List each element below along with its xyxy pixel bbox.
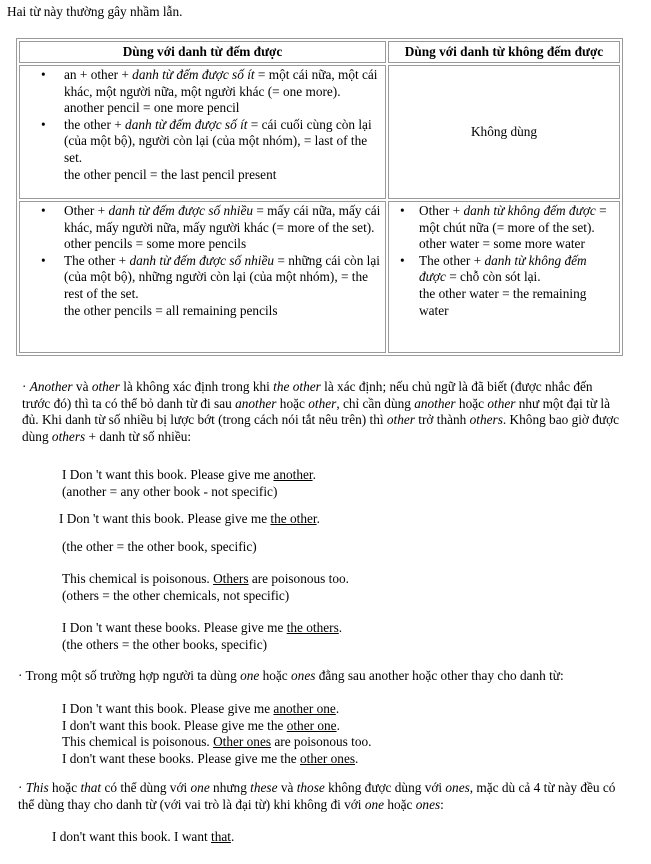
rule-text: Other + bbox=[419, 203, 464, 218]
rule-emphasis: danh từ không đếm được bbox=[419, 252, 587, 285]
rule-emphasis: danh từ đếm được số ít bbox=[132, 67, 255, 82]
list-item bbox=[20, 67, 381, 117]
example-sentence: This chemical is poisonous. Other ones are poisonous too. bbox=[62, 734, 372, 750]
rule-example: other water = some more water bbox=[419, 236, 585, 252]
rule-text: = những cái còn lại (của một bộ), những người còn lại (của một nhóm), = the rest of the set. bbox=[64, 252, 380, 301]
list-item bbox=[20, 253, 381, 319]
rule-text: the other + bbox=[64, 116, 126, 132]
rule-text: Other + bbox=[64, 203, 109, 218]
explanation-paragraph-3: · This hoặc that có thể dùng với one nhưng these và those không được dùng với ones, mặc dù cả 4 từ này đều có thể dùng thay cho danh từ (với vai trò là đại từ) khi không đi với one hoặc ones: bbox=[18, 780, 616, 812]
table-row bbox=[19, 65, 620, 199]
example-sentence: I Don 't want this book. Please give me the other. bbox=[59, 511, 320, 526]
not-used-text: Không dùng bbox=[470, 123, 538, 139]
rule-emphasis: danh từ đếm được số nhiều bbox=[129, 252, 275, 268]
rule-example: the other water = the remaining water bbox=[419, 285, 587, 318]
example-note: (the other = the other book, specific) bbox=[62, 539, 257, 554]
rule-example: the other pencil = the last pencil present bbox=[64, 166, 277, 182]
rule-text: = một chút nữa (= more of the set). bbox=[419, 203, 607, 235]
list-item bbox=[389, 253, 615, 319]
rule-example: the other pencils = all remaining pencils bbox=[64, 302, 278, 318]
example-sentence: I don't want this book. I want that. bbox=[52, 829, 235, 844]
explanation-paragraph-2: · Trong một số trường hợp người ta dùng one hoặc ones đằng sau another hoặc other thay cho danh từ: bbox=[18, 668, 564, 683]
explanation-paragraph-1: · Another và other là không xác định trong khi the other là xác định; nếu chủ ngữ là đã biết (được nhắc đến trước đó) thì ta có thể bỏ danh từ đi sau another hoặc other, chỉ cần dùng another hoặc other như một đại từ là đủ. Khi danh từ số nhiều bị lược bớt (trong cách nói tắt nêu trên) thì other trở thành others. Không bao giờ được dùng others + danh từ số nhiều: bbox=[22, 379, 620, 444]
example-sentence: This chemical is poisonous. Others are poisonous too. (others = the other chemicals, not specific) bbox=[62, 571, 349, 603]
rule-text: = chỗ còn sót lại. bbox=[445, 269, 541, 285]
example-sentence: I Don 't want this book. Please give me another one. bbox=[62, 701, 340, 716]
cell-countable-singular bbox=[19, 65, 386, 199]
list-item bbox=[389, 203, 615, 253]
intro-text: Hai từ này thường gây nhầm lẫn. bbox=[7, 4, 183, 19]
usage-table bbox=[16, 38, 623, 356]
cell-uncountable-plural bbox=[388, 201, 620, 353]
example-list bbox=[62, 701, 372, 767]
example-sentence: I don't want these books. Please give me the other ones. bbox=[62, 750, 359, 766]
cell-countable-plural bbox=[19, 201, 386, 353]
example-sentence: I Don 't want this book. Please give me another. (another = any other book - not specific) bbox=[62, 467, 316, 499]
rule-example: other pencils = some more pencils bbox=[64, 236, 247, 252]
rule-emphasis: danh từ không đếm được bbox=[463, 203, 596, 218]
rule-text: = mấy cái nữa, mấy cái khác, mấy người nữa, mấy người khác (= more of the set). bbox=[64, 203, 381, 235]
rule-emphasis: danh từ đếm được số ít bbox=[125, 116, 248, 132]
rule-emphasis: danh từ đếm được số nhiều bbox=[108, 203, 254, 218]
example-sentence: I Don 't want these books. Please give me the others. (the others = the other books, specific) bbox=[62, 620, 343, 652]
rule-text: The other + bbox=[64, 252, 130, 268]
list-item bbox=[20, 203, 381, 253]
header-countable: Dùng với danh từ đếm được bbox=[19, 41, 386, 63]
rule-example: another pencil = one more pencil bbox=[64, 100, 240, 116]
table-header-row bbox=[19, 41, 620, 63]
list-item bbox=[20, 117, 381, 183]
example-sentence: I don't want this book. Please give me the other one. bbox=[62, 717, 340, 733]
rule-text: an + other + bbox=[64, 67, 133, 82]
table-row bbox=[19, 201, 620, 353]
rule-text: = một cái nữa, một cái khác, một người nữa, một người khác (= one more). bbox=[64, 67, 378, 99]
rule-text: = cái cuối cùng còn lại (của một bộ), người còn lại (của một nhóm), = last of the set. bbox=[64, 116, 372, 165]
header-uncountable: Dùng với danh từ không đếm được bbox=[388, 41, 620, 63]
cell-uncountable-singular bbox=[388, 65, 620, 199]
rule-text: The other + bbox=[419, 252, 485, 268]
